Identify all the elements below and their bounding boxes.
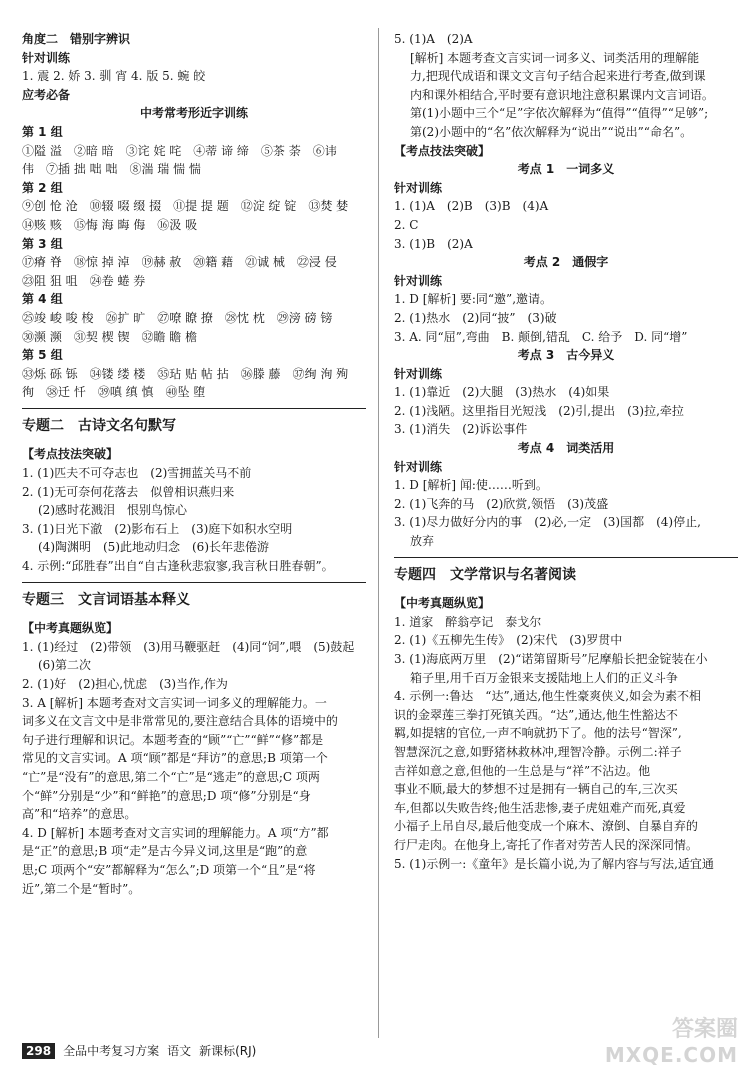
text-line: 常见的文言实词。A 项“顾”都是“拜访”的意思;B 项第一个: [22, 751, 328, 766]
edition-label: 新课标(RJ): [199, 1044, 257, 1058]
text-line: 伟 ⑦插 拙 咄 咄 ⑧湍 瑞 惴 惴: [22, 162, 201, 177]
text-line: 个“鲜”分别是“少”和“鲜艳”的意思;D 项“修”分别是“身: [22, 788, 311, 803]
text-line: ①隘 溢 ②暗 暗 ③诧 姹 咤 ④蒂 谛 缔 ⑤茶 荼 ⑥讳: [22, 143, 337, 158]
left-column: [22, 30, 366, 898]
text-line: 3. A [解析] 本题考查对文言实词一词多义的理解能力。一: [22, 695, 327, 710]
text-line: 3. (1)海底两万里 (2)“诺第留斯号”尼摩船长把金锭装在小: [394, 652, 708, 666]
section-heading: 考点 3 古今异义: [517, 348, 615, 363]
text-line: 车,但都以失败告终;他生活悲惨,妻子虎妞难产而死,真爱: [394, 800, 686, 815]
page-footer: [22, 1042, 256, 1059]
text-line: 力,把现代成语和课文文言句子结合起来进行考查,做到课: [410, 69, 706, 84]
section-heading: 针对训练: [394, 273, 443, 288]
text-line: 第(2)小题中的“名”依次解释为“说出”“说出”“命名”。: [410, 124, 693, 139]
book-title: 全品中考复习方案: [63, 1044, 160, 1058]
text-line: 3. (1)日光下澈 (2)影布石上 (3)庭下如积水空明: [22, 521, 293, 536]
text-line: 思;C 项两个“安”都解释为“怎么”;D 项第一个“且”是“将: [22, 862, 316, 877]
section-heading: 针对训练: [394, 459, 443, 474]
section-heading: 考点 2 通假字: [523, 255, 609, 270]
section-heading: 第 2 组: [22, 180, 63, 195]
text-line: 是“正”的意思;B 项“走”是古今异义词,这里是“跑”的意: [22, 844, 308, 859]
text-line: ⑨创 怆 沧 ⑩辍 啜 缀 掇 ⑪提 提 题 ⑫淀 绽 锭 ⑬焚 婪: [22, 199, 349, 214]
text-line: 1. 道家 醉翁亭记 泰戈尔: [394, 614, 542, 629]
text-line: 词多义在文言文中是非常常见的,要注意结合具体的语境中的: [22, 714, 338, 729]
text-line: 1. (1)匹夫不可夺志也 (2)雪拥蓝关马不前: [22, 466, 252, 481]
section-heading: 第 4 组: [22, 292, 63, 307]
text-line: 内和课外相结合,平时要有意识地注意积累课内文言词语。: [410, 87, 714, 102]
text-line: 4. D [解析] 本题考查对文言实词的理解能力。A 项“方”都: [22, 825, 329, 840]
section-heading: 应考必备: [22, 87, 71, 102]
section-heading: 第 3 组: [22, 236, 63, 251]
text-line: [解析] 本题考查文言实词一词多义、词类活用的理解能: [410, 50, 700, 65]
text-line: 1. D [解析] 要:同“邀”,邀请。: [394, 292, 553, 307]
text-line: 句子进行理解和识记。本题考查的“顾”“亡”“鲜”“修”都是: [22, 732, 324, 747]
text-line: 2. (1)热水 (2)同“披” (3)破: [394, 310, 557, 325]
text-line: “亡”是“没有”的意思,第二个“亡”是“逃走”的意思;C 项两: [22, 769, 320, 784]
text-line: 小福子上吊自尽,最后他变成一个麻木、潦倒、自暴自弃的: [394, 819, 698, 834]
text-line: 第(1)小题中三个“足”字依次解释为“值得”“值得”“足够”;: [410, 106, 709, 121]
text-line: 3. (1)B (2)A: [394, 236, 473, 251]
text-line: 3. A. 同“屈”,弯曲 B. 颠倒,错乱 C. 给予 D. 同“增”: [394, 329, 688, 344]
text-line: 羁,如提辖的官位,一声不响就扔下了。他的法号“智深”,: [394, 726, 682, 741]
topic-heading: 专题四 文学常识与名著阅读: [394, 557, 738, 591]
text-line: 2. (1)《五柳先生传》 (2)宋代 (3)罗贯中: [394, 633, 623, 648]
text-line: 放弃: [410, 534, 435, 549]
subject-label: 语文: [167, 1044, 192, 1058]
text-line: ㉓阻 狙 咀 ㉔卷 蜷 券: [22, 273, 146, 288]
text-line: 吉祥如意之意,但他的一生总是与“祥”不沾边。他: [394, 763, 651, 778]
text-line: (4)陶渊明 (5)此地动归念 (6)长年悲倦游: [38, 540, 269, 555]
topic-heading: 专题二 古诗文名句默写: [22, 408, 366, 442]
text-line: 高”和“培养”的意思。: [22, 807, 137, 822]
text-line: 1. (1)经过 (2)带领 (3)用马鞭驱赶 (4)同“饲”,喂 (5)鼓起: [22, 639, 355, 654]
section-heading: 【考点技法突破】: [22, 447, 119, 462]
text-line: 2. (1)无可奈何花落去 似曾相识燕归来: [22, 484, 235, 499]
section-heading: 中考常考形近字训练: [139, 106, 248, 121]
text-line: 3. (1)尽力做好分内的事 (2)必,一定 (3)国都 (4)停止,: [394, 515, 701, 530]
text-line: 1. 震 2. 娇 3. 驯 宵 4. 版 5. 蜿 皎: [22, 69, 206, 84]
text-line: 3. (1)消失 (2)诉讼事件: [394, 422, 528, 437]
text-line: 2. (1)浅陋。这里指目光短浅 (2)引,提出 (3)拉,牵拉: [394, 403, 684, 418]
section-heading: 考点 1 一词多义: [517, 162, 615, 177]
section-heading: 针对训练: [394, 180, 443, 195]
watermark-line1: 答案圈: [671, 1017, 738, 1042]
section-heading: 【中考真题纵览】: [394, 596, 491, 611]
section-heading: 考点 4 词类活用: [517, 441, 615, 456]
text-line: 2. (1)好 (2)担心,忧虑 (3)当作,作为: [22, 677, 228, 691]
text-line: 5. (1)A (2)A: [394, 32, 473, 46]
text-line: ⑭赅 赅 ⑮悔 海 晦 侮 ⑯汲 吸: [22, 217, 198, 232]
text-line: 行尸走肉。在他身上,寄托了作者对劳苦人民的深深同情。: [394, 837, 698, 852]
watermark-line2: MXQE.COM: [604, 1043, 738, 1067]
text-line: 4. 示例一:鲁达 “达”,通达,他生性豪爽侠义,如会为素不相: [394, 689, 702, 704]
text-line: ⑰瘠 脊 ⑱惊 掉 淖 ⑲赫 赦 ⑳籍 藉 ㉑诚 械 ㉒浸 侵: [22, 255, 337, 270]
text-line: 智慧深沉之意,如野猪林救林冲,理智冷静。示例二:祥子: [394, 744, 682, 759]
page-number: 298: [22, 1043, 55, 1059]
text-line: ㉕竣 峻 唆 梭 ㉖扩 旷 ㉗嘹 瞭 撩 ㉘忱 枕 ㉙滂 磅 镑: [22, 310, 333, 325]
text-line: 2. (1)飞奔的马 (2)欣赏,领悟 (3)茂盛: [394, 496, 609, 511]
text-line: 识的金翠莲三拳打死镇关西。“达”,通达,他生性豁达不: [394, 707, 678, 722]
column-divider: [378, 28, 379, 1038]
section-heading: 第 1 组: [22, 124, 63, 139]
text-line: 5. (1)示例一:《童年》是长篇小说,为了解内容与写法,适宜通: [394, 856, 714, 871]
right-column: [394, 30, 738, 873]
text-line: 近”,第二个是“暂时”。: [22, 881, 141, 896]
section-heading: 第 5 组: [22, 348, 63, 363]
text-line: ㉝烁 砾 铄 ㉞镂 缕 楼 ㉟玷 贴 帖 拈 ㊱滕 藤 ㊲绚 洵 殉: [22, 366, 349, 381]
text-line: 事业不顺,最大的梦想不过是拥有一辆自己的车,三次买: [394, 782, 678, 797]
text-line: 2. C: [394, 217, 419, 232]
text-line: 1. (1)A (2)B (3)B (4)A: [394, 199, 549, 214]
text-line: 箱子里,用千百万金银来支援陆地上人们的正义斗争: [410, 670, 678, 685]
section-heading: 针对训练: [394, 366, 443, 381]
section-heading: 【中考真题纵览】: [22, 621, 119, 636]
text-line: 徇 ㊳迁 忏 ㊴嗔 缜 慎 ㊵坠 堕: [22, 385, 206, 400]
text-line: 1. (1)靠近 (2)大腿 (3)热水 (4)如果: [394, 385, 610, 400]
text-line: (6)第二次: [38, 658, 91, 673]
section-heading: 【考点技法突破】: [394, 143, 491, 158]
topic-heading: 专题三 文言词语基本释义: [22, 582, 366, 616]
text-line: ㉚濒 濒 ㉛契 楔 锲 ㉜瞻 瞻 檐: [22, 329, 198, 344]
text-line: 4. 示例:“邱胜春”出自“自古逢秋悲寂寥,我言秋日胜春朝”。: [22, 559, 334, 574]
section-heading: 角度二 错别字辨识: [22, 32, 131, 46]
section-heading: 针对训练: [22, 50, 71, 65]
text-line: (2)感时花溅泪 恨别鸟惊心: [38, 503, 187, 518]
text-line: 1. D [解析] 闻:使……听到。: [394, 478, 548, 493]
watermark: [605, 1012, 738, 1067]
